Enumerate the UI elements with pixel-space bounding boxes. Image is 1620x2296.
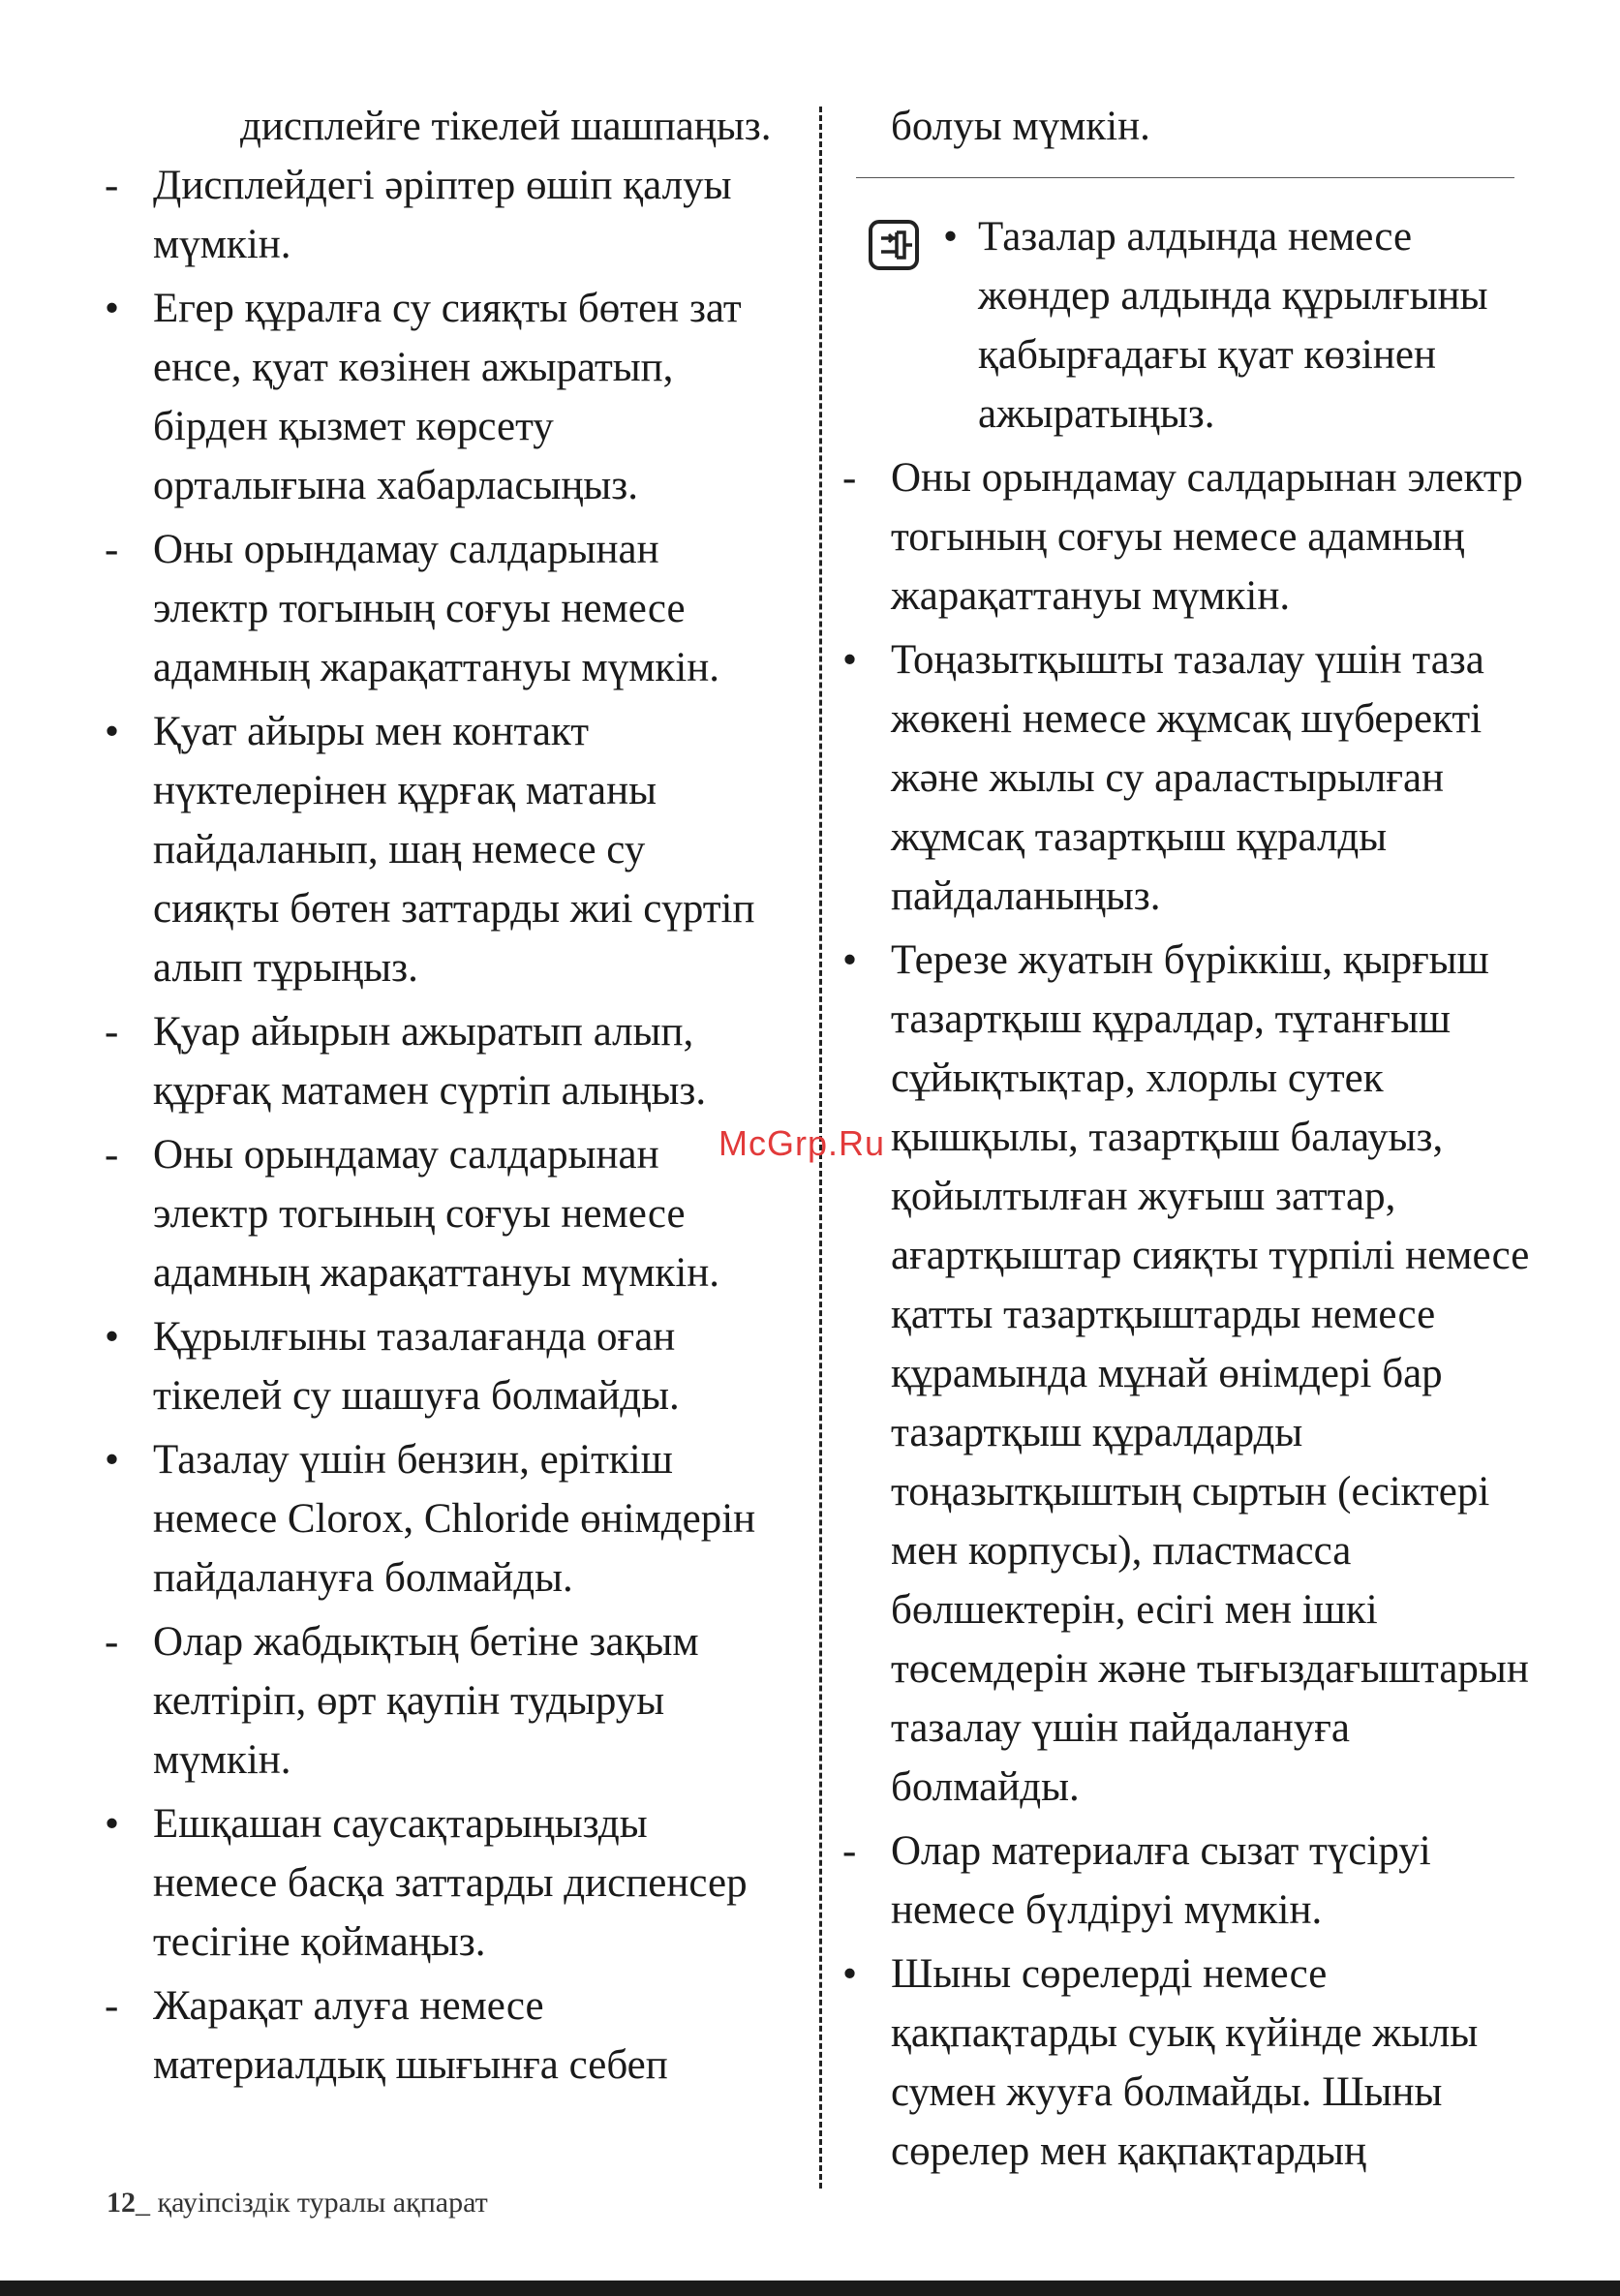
bullet-marker: • bbox=[105, 1801, 120, 1847]
list-item-text: Құрылғыны тазалағанда оған тікелей су шашуға болмайды. bbox=[153, 1314, 680, 1419]
dash-marker: - bbox=[105, 163, 119, 208]
list-item-text: Оны орындамау салдарынан электр тогының соғуы немесе адамның жарақаттануы мүмкін. bbox=[153, 1132, 720, 1296]
list-item-text: Олар жабдықтың бетіне зақым келтіріп, өрт қаупін тудыруы мүмкін. bbox=[153, 1619, 699, 1783]
list-item-text: Ешқашан саусақтарыңызды немесе басқа заттарды диспенсер тесігіне қоймаңыз. bbox=[153, 1801, 748, 1965]
list-item bbox=[97, 1002, 775, 1120]
list-item bbox=[97, 1307, 775, 1425]
list-item bbox=[835, 931, 1532, 1817]
dash-marker: - bbox=[105, 1132, 119, 1178]
continuation-text: болуы мүмкін. bbox=[891, 104, 1150, 149]
list-item bbox=[97, 1976, 775, 2095]
bullet-marker: • bbox=[943, 214, 959, 260]
list-item-text: Дисплейдегі әріптер өшіп қалуы мүмкін. bbox=[153, 163, 732, 267]
bottom-bar bbox=[0, 2281, 1620, 2296]
bullet-marker: • bbox=[105, 286, 120, 331]
plug-note bbox=[835, 207, 1532, 444]
list-item bbox=[835, 630, 1532, 926]
bullet-marker: • bbox=[842, 637, 858, 683]
list-item bbox=[97, 1430, 775, 1607]
section-rule bbox=[856, 177, 1514, 178]
bullet-marker: • bbox=[842, 937, 858, 983]
list-item bbox=[97, 702, 775, 997]
dash-marker: - bbox=[105, 1983, 119, 2029]
dash-marker: - bbox=[842, 1828, 857, 1874]
list-item bbox=[835, 1944, 1532, 2181]
list-item bbox=[835, 448, 1532, 626]
bullet-marker: • bbox=[105, 709, 120, 754]
list-item bbox=[97, 156, 775, 274]
list-item bbox=[97, 1794, 775, 1972]
dash-marker: - bbox=[105, 1009, 119, 1055]
left-column bbox=[97, 97, 775, 2099]
continuation-text: дисплейге тікелей шашпаңыз. bbox=[240, 104, 772, 149]
dash-marker: - bbox=[105, 1619, 119, 1665]
bullet-marker: • bbox=[105, 1314, 120, 1360]
list-item-text: Тоңазытқышты тазалау үшін таза жөкені немесе жұмсақ шүберекті және жылы су араластырылған жұмсақ тазартқыш құралды пайдаланыңыз. bbox=[891, 637, 1484, 919]
list-item-text: Терезе жуатын бүріккіш, қырғыш тазартқыш құралдар, тұтанғыш сұйықтықтар, хлорлы сутек қышқылы, тазартқыш балауыз, қойылтылған жуғыш заттар, ағартқыштар сияқты түрпілі немесе қатты тазартқыштарды немесе құрамында мұнай өнімдері бар тазартқыш құралдарды тоңазытқыштың сыртын (есіктері мен корпусы), пластмасса бөлшектерін, есігі мен ішкі төсемдерін және тығыздағыштарын тазалау үшін пайдалануға болмайды. bbox=[891, 937, 1530, 1810]
list-item-text: Оны орындамау салдарынан электр тогының соғуы немесе адамның жарақаттануы мүмкін. bbox=[153, 527, 720, 690]
list-item bbox=[97, 520, 775, 697]
page-footer bbox=[107, 2187, 488, 2219]
footer-section-title: қауіпсіздік туралы ақпарат bbox=[157, 2187, 488, 2219]
list-item-text: Қуар айырын ажыратып алып, құрғақ матамен сүртіп алыңыз. bbox=[153, 1009, 707, 1114]
list-item-text: Шыны сөрелерді немесе қақпақтарды суық күйінде жылы сумен жууға болмайды. Шыны сөрелер мен қақпақтардың bbox=[891, 1951, 1479, 2174]
right-column bbox=[835, 97, 1532, 2186]
left-item-list bbox=[97, 156, 775, 2095]
watermark: McGrp.Ru bbox=[718, 1123, 886, 1163]
dash-marker: - bbox=[105, 527, 119, 572]
footer-separator: _ bbox=[136, 2187, 158, 2219]
list-item-text: Оны орындамау салдарынан электр тогының соғуы немесе адамның жарақаттануы мүмкін. bbox=[891, 455, 1523, 619]
list-item-text: Тазалау үшін бензин, еріткіш немесе Clorox, Chloride өнімдерін пайдалануға болмайды. bbox=[153, 1437, 756, 1601]
list-item bbox=[97, 1125, 775, 1302]
list-item-text: Жарақат алуға немесе материалдық шығынға себеп bbox=[153, 1983, 668, 2088]
list-item-text: Қуат айыры мен контакт нүктелерінен құрғақ матаны пайдаланып, шаң немесе су сияқты бөтен заттарды жиі сүртіп алып тұрыңыз. bbox=[153, 709, 755, 991]
list-item bbox=[97, 279, 775, 515]
bullet-marker: • bbox=[105, 1437, 120, 1483]
right-item-list bbox=[835, 448, 1532, 2181]
plug-note-text: Тазалар алдында немесе жөндер алдында құрылғыны қабырғадағы қуат көзінен ажыратыңыз. bbox=[978, 214, 1488, 437]
plug-note-item bbox=[835, 207, 1532, 444]
dash-marker: - bbox=[842, 455, 857, 501]
bullet-marker: • bbox=[842, 1951, 858, 1997]
list-item-text: Егер құралға су сияқты бөтен зат енсе, қуат көзінен ажыратып, бірден қызмет көрсету орталығына хабарласыңыз. bbox=[153, 286, 742, 508]
list-item bbox=[835, 1821, 1532, 1940]
list-item-text: Олар материалға сызат түсіруі немесе бүлдіруі мүмкін. bbox=[891, 1828, 1431, 1933]
page-number: 12 bbox=[107, 2187, 136, 2219]
list-item bbox=[97, 1612, 775, 1790]
